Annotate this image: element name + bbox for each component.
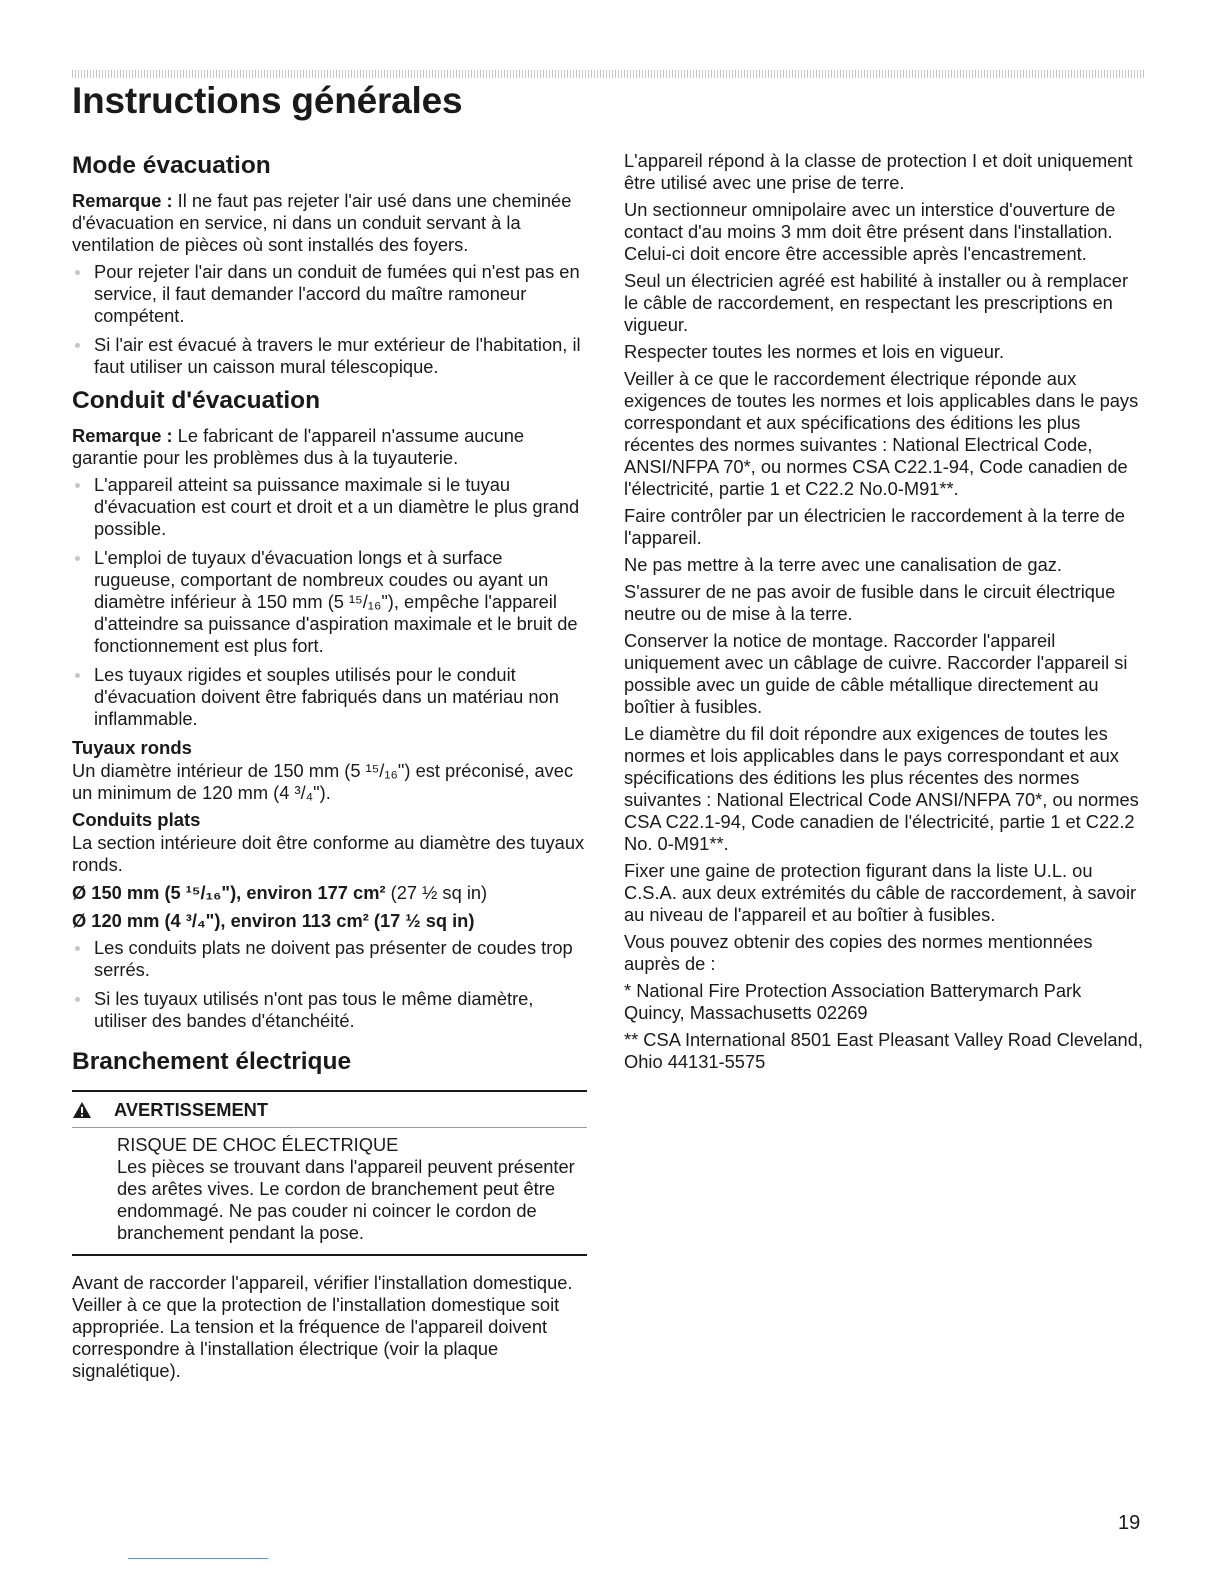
mode-bullets bbox=[72, 261, 587, 378]
warning-title: RISQUE DE CHOC ÉLECTRIQUE bbox=[117, 1134, 399, 1155]
heading-mode-evacuation: Mode évacuation bbox=[72, 152, 271, 179]
warning-text: Les pièces se trouvant dans l'appareil peuvent présenter des arêtes vives. Le cordon de branchement peut être endommagé. Ne pas couder ni coincer le cordon de branchement pendant la pose. bbox=[117, 1156, 575, 1243]
list-item bbox=[72, 664, 587, 730]
bullet-dot-icon bbox=[75, 997, 80, 1002]
conduit-bullet-text: L'appareil atteint sa puissance maximale si le tuyau d'évacuation est court et droit et a un diamètre le plus grand possible. bbox=[94, 474, 580, 539]
bullet-dot-icon bbox=[75, 483, 80, 488]
warning-box bbox=[72, 1090, 587, 1256]
list-item bbox=[72, 547, 587, 657]
bullet-dot-icon bbox=[75, 343, 80, 348]
mode-note bbox=[72, 190, 587, 256]
warning-triangle-icon bbox=[72, 1101, 92, 1119]
right-paragraph: Faire contrôler par un électricien le raccordement à la terre de l'appareil. bbox=[624, 505, 1125, 548]
warning-label: AVERTISSEMENT bbox=[114, 1099, 269, 1120]
right-paragraph: Fixer une gaine de protection figurant dans la liste U.L. ou C.S.A. aux deux extrémités du câble de raccordement, à savoir au niveau de l'appareil et au boîtier à fusibles. bbox=[624, 860, 1137, 925]
right-paragraph: Seul un électricien agréé est habilité à installer ou à remplacer le câble de raccordement, en respectant les prescriptions en vigueur. bbox=[624, 270, 1129, 335]
right-paragraph: ** CSA International 8501 East Pleasant Valley Road Cleveland, Ohio 44131-5575 bbox=[624, 1029, 1143, 1072]
bullet-dot-icon bbox=[75, 946, 80, 951]
dimension-150-rest: (27 ½ sq in) bbox=[385, 882, 488, 903]
heading-conduits-plats: Conduits plats bbox=[72, 809, 201, 830]
heading-tuyaux-ronds: Tuyaux ronds bbox=[72, 737, 192, 758]
page-title: Instructions générales bbox=[72, 80, 463, 121]
list-item bbox=[72, 261, 587, 327]
bullet-dot-icon bbox=[75, 673, 80, 678]
list-item bbox=[72, 334, 587, 378]
bottom-link-line bbox=[128, 1558, 268, 1559]
warning-header bbox=[72, 1096, 587, 1128]
right-paragraph: Veiller à ce que le raccordement électrique réponde aux exigences de toutes les normes et lois applicables dans le pays correspondant et aux spécifications des éditions les plus récentes des normes suivantes : National Electrical Code, ANSI/NFPA 70*, ou normes CSA C22.1-94, Code canadien de l'électricité, partie 1 et C22.2 No.0-M91**. bbox=[624, 368, 1139, 499]
mode-bullet-text: Pour rejeter l'air dans un conduit de fumées qui n'est pas en service, il faut demander l'accord du maître ramoneur compétent. bbox=[94, 261, 580, 326]
page-number: 19 bbox=[1118, 1512, 1141, 1534]
right-paragraph: * National Fire Protection Association Batterymarch Park Quincy, Massachusetts 02269 bbox=[624, 980, 1082, 1023]
list-item bbox=[72, 937, 587, 981]
right-paragraph: Respecter toutes les normes et lois en vigueur. bbox=[624, 341, 1005, 362]
conduits-plats-text: La section intérieure doit être conforme au diamètre des tuyaux ronds. bbox=[72, 832, 585, 875]
warning-body bbox=[72, 1128, 587, 1244]
dimension-line-150 bbox=[72, 881, 587, 905]
header-rule bbox=[72, 70, 1144, 78]
conduit-bullet-text: Les conduits plats ne doivent pas présenter de coudes trop serrés. bbox=[94, 937, 573, 980]
mode-bullet-text: Si l'air est évacué à travers le mur extérieur de l'habitation, il faut utiliser un caisson mural télescopique. bbox=[94, 334, 581, 377]
conduit-note bbox=[72, 425, 587, 469]
right-paragraph: S'assurer de ne pas avoir de fusible dans le circuit électrique neutre ou de mise à la terre. bbox=[624, 581, 1116, 624]
conduit-note-label: Remarque : bbox=[72, 425, 173, 446]
right-paragraph: Un sectionneur omnipolaire avec un interstice d'ouverture de contact d'au moins 3 mm doit être présent dans l'installation. Celui-ci doit encore être accessible après l'encastrement. bbox=[624, 199, 1116, 264]
heading-conduit-evacuation: Conduit d'évacuation bbox=[72, 387, 321, 414]
mode-note-text: Il ne faut pas rejeter l'air usé dans une cheminée d'évacuation en service, ni dans un conduit servant à la ventilation de pièces où sont installés des foyers. bbox=[72, 190, 572, 255]
dimension-150-bold: Ø 150 mm (5 ¹⁵/₁₆"), environ 177 cm² bbox=[72, 882, 386, 903]
right-paragraph: Ne pas mettre à la terre avec une canalisation de gaz. bbox=[624, 554, 1062, 575]
right-paragraph: L'appareil répond à la classe de protection I et doit uniquement être utilisé avec une prise de terre. bbox=[624, 150, 1133, 193]
bullet-dot-icon bbox=[75, 556, 80, 561]
right-paragraph: Vous pouvez obtenir des copies des normes mentionnées auprès de : bbox=[624, 931, 1093, 974]
conduit-bullet-text: L'emploi de tuyaux d'évacuation longs et à surface rugueuse, comportant de nombreux coudes ou ayant un diamètre inférieur à 150 mm (5 ¹⁵/₁₆"), empêche l'appareil d'atteindre sa puissance d'aspiration maximale et le bruit de fonctionnement est plus fort. bbox=[94, 547, 578, 656]
conduit-note-text: Le fabricant de l'appareil n'assume aucune garantie pour les problèmes dus à la tuyauterie. bbox=[72, 425, 525, 468]
list-item bbox=[72, 988, 587, 1032]
conduit-bullets bbox=[72, 474, 587, 730]
bullet-dot-icon bbox=[75, 270, 80, 275]
dimension-line-120: Ø 120 mm (4 ³/₄"), environ 113 cm² (17 ½ sq in) bbox=[72, 910, 475, 931]
tuyaux-ronds-text: Un diamètre intérieur de 150 mm (5 ¹⁵/₁₆") est préconisé, avec un minimum de 120 mm (4 ³/₄"). bbox=[72, 760, 574, 803]
right-paragraph: Conserver la notice de montage. Raccorder l'appareil uniquement avec un câblage de cuivre. Raccorder l'appareil si possible avec un guide de câble métallique directement au boîtier à fusibles. bbox=[624, 630, 1128, 717]
right-column bbox=[624, 150, 1144, 1078]
list-item bbox=[72, 474, 587, 540]
mode-note-label: Remarque : bbox=[72, 190, 173, 211]
heading-branchement-electrique: Branchement électrique bbox=[72, 1048, 352, 1075]
branchement-text: Avant de raccorder l'appareil, vérifier l'installation domestique. Veiller à ce que la protection de l'installation domestique soit appropriée. La tension et la fréquence de l'appareil doivent correspondre à l'installation électrique (voir la plaque signalétique). bbox=[72, 1272, 573, 1381]
right-paragraph: Le diamètre du fil doit répondre aux exigences de toutes les normes et lois applicables dans le pays correspondant et aux spécifications des éditions les plus récentes des normes suivantes : National Electrical Code ANSI/NFPA 70*, ou normes CSA C22.1-94, Code canadien de l'électricité, partie 1 et C22.2 No. 0-M91**. bbox=[624, 723, 1139, 854]
conduit-bullets-2 bbox=[72, 937, 587, 1032]
left-column bbox=[72, 150, 587, 1387]
conduit-bullet-text: Si les tuyaux utilisés n'ont pas tous le même diamètre, utiliser des bandes d'étanchéité. bbox=[94, 988, 534, 1031]
conduit-bullet-text: Les tuyaux rigides et souples utilisés pour le conduit d'évacuation doivent être fabriqués dans un matériau non inflammable. bbox=[94, 664, 559, 729]
